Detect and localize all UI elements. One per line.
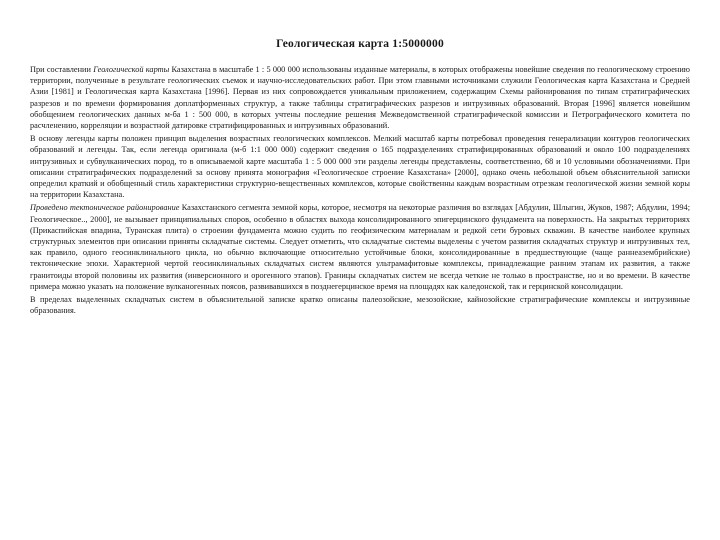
paragraph-2: В основу легенды карты положен принцип выделения возрастных геологических комплексов. Мелкий масштаб карты потребовал проведения генерализации контуров геологических образований и легенды. Так, если легенда оригинала (м-б 1:1 000 000) содержит сведения о 165 подразделениях стратифицированных образований и около 100 подразделениях интрузивных и субвулканических пород, то в описываемой карте масштаба 1 : 5 000 000 эти разделы легенды представлены, соответственно, 68 и 10 условными обозначениями. При описании стратиграфических подразделений за основу принята монография «Геологическое строение Казахстана» [2000], однако очень небольшой объем объяснительной записки определил краткий и обобщенный стиль характеристики структурно-вещественных комплексов, которые свойственны каждым возрастным отрезкам геологической жизни земной коры на территории Казахстана. <box>30 134 690 200</box>
document-title: Геологическая карта 1:5000000 <box>276 38 444 50</box>
paragraph-1-text: Казахстана в масштабе 1 : 5 000 000 использованы изданные материалы, в которых отображены новейшие сведения по геологическому строению территории, полученные в результате геологических съемок и научно-исследовательских работ. При этом главными источниками служили Геологическая карта Казахстана и Средней Азии [1981] и Геологическая карта Казахстана [1996]. Первая из них сопровождается уникальным приложением, содержащим Схемы районирования по типам стратиграфических разрезов и по времени формирования доплатформенных структур, а также таблицы стратиграфических разрезов и интрузивных образований. Вторая [1996] является новейшим обобщением геологических данных м-ба 1 : 500 000, в которых учтены последние решения Межведомственной стратиграфической комиссии и Петрографического комитета по расчленению, корреляции и возрастной датировке стратифицированных и интрузивных образований. <box>30 65 691 131</box>
paragraph-3 <box>30 202 690 292</box>
paragraph-1 <box>30 64 690 131</box>
document-body <box>30 64 690 316</box>
paragraph-3-text: Казахстанского сегмента земной коры, которое, несмотря на некоторые различия во взглядах [Абдулин, Шлыгин, Жуков, 1987; Абдулин, 1994; Геологическое.., 2000], не вызывает принципиальных споров, особенно в областях выхода консолидированного эпигерцинского фундамента на поверхность. На закрытых территориях (Прикаспийская впадина, Туранская плита) о строении фундамента можно судить по геофизическим материалам и редкой сети буровых скважин. В качестве наиболее крупных структурных элементов при описании приняты складчатые системы. Следует отметить, что складчатые системы выделены с учетом развития складчатых структур и интрузивных тел, как правило, одного геосинклинального цикла, но обычно включающие относительно устойчивые блоки, консолидированные в предшествующие (чаще раннеазембрийские) тектонические эпохи. Характерной чертой геосинклинальных складчатых систем являются ультрамафитовые комплексы, принадлежащие ранним этапам их развития, а также гранитоиды второй половины их развития (инверсионного и орогенного этапов). Границы складчатых систем не всегда четкие не только в пространстве, но и во времени. В качестве примера можно указать на положение вулканогенных поясов, развивавшихся в позднегерцинское время на площадях как каледонской, так и герцинской консолидации. <box>30 203 691 291</box>
paragraph-1-lead: При составлении <box>30 65 94 74</box>
paragraph-3-emphasis: Проведено тектоническое районирование <box>30 203 180 213</box>
paragraph-1-emphasis: Геологической карты <box>93 65 170 74</box>
paragraph-4: В пределах выделенных складчатых систем в объяснительной записке кратко описаны палеозойские, мезозойские, кайнозойские стратиграфические комплексы и интрузивные образования. <box>30 295 690 316</box>
